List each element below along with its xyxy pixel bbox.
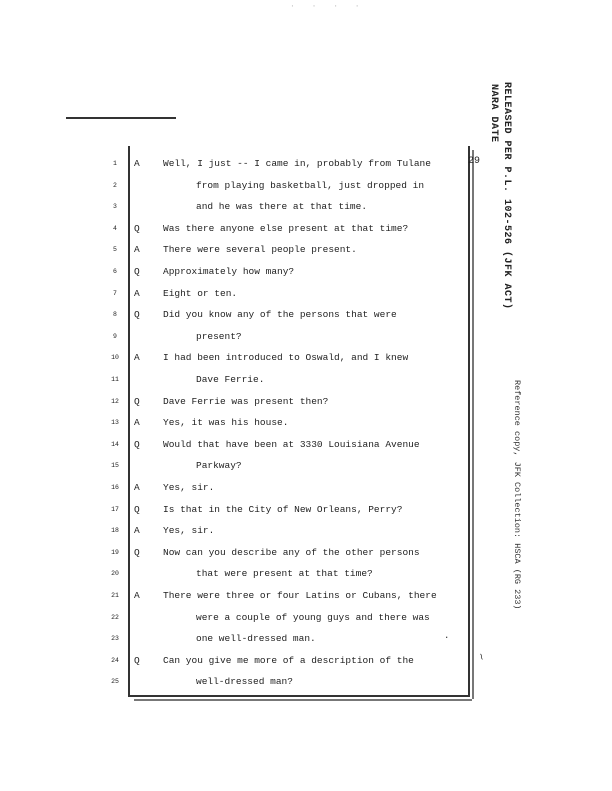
line-text: Yes, it was his house. [163,417,289,428]
line-number: 4 [113,225,117,232]
reference-note: Reference copy, JFK Collection: HSCA (RG 233) [512,380,522,610]
line-number: 1 [113,160,117,167]
stray-mark: · [444,633,450,643]
speaker-label: Q [134,439,140,450]
line-text: Did you know any of the persons that were [163,309,397,320]
line-text: Eight or ten. [163,288,238,299]
line-text: Dave Ferrie was present then? [163,396,329,407]
speaker-label: A [134,590,140,601]
frame-shadow-bottom [134,699,472,701]
speaker-label: A [134,525,140,536]
transcript-line [0,309,612,325]
scan-specks: · · · · [290,2,366,11]
transcript-line [0,266,612,282]
line-text: Yes, sir. [163,525,215,536]
line-number: 19 [111,549,119,556]
transcript-line [0,655,612,671]
release-stamp-line2: NARA DATE [488,84,499,143]
line-number: 5 [113,246,117,253]
line-number: 14 [111,441,119,448]
line-text: Well, I just -- I came in, probably from Tulane [163,158,431,169]
line-number: 21 [111,592,119,599]
speaker-label: A [134,417,140,428]
top-rule [66,117,176,119]
line-number: 23 [111,635,119,642]
speaker-label: Q [134,266,140,277]
speaker-label: A [134,244,140,255]
transcript-line [0,331,612,347]
line-number: 8 [113,311,117,318]
line-text: well-dressed man? [196,676,293,687]
transcript-line [0,676,612,692]
line-text: I had been introduced to Oswald, and I knew [163,352,409,363]
transcript-line [0,612,612,628]
transcript-line [0,633,612,649]
release-stamp-line1: RELEASED PER P.L. 102-526 (JFK ACT) [501,82,512,310]
line-text: There were several people present. [163,244,357,255]
line-text: that were present at that time? [196,568,373,579]
line-text: Would that have been at 3330 Louisiana Avenue [163,439,420,450]
transcript-line [0,244,612,260]
line-number: 11 [111,376,119,383]
line-text: There were three or four Latins or Cubans, there [163,590,437,601]
line-text: Now can you describe any of the other persons [163,547,420,558]
line-text: Is that in the City of New Orleans, Perry? [163,504,403,515]
line-text: Dave Ferrie. [196,374,265,385]
transcript-line [0,158,612,174]
line-number: 16 [111,484,119,491]
line-number: 7 [113,290,117,297]
transcript-line [0,352,612,368]
line-text: Parkway? [196,460,242,471]
page-number: 29 [468,156,481,167]
line-number: 10 [111,354,119,361]
line-text: from playing basketball, just dropped in [196,180,425,191]
handwritten-mark: ~ [472,651,489,663]
line-number: 22 [111,614,119,621]
line-number: 2 [113,182,117,189]
speaker-label: Q [134,547,140,558]
speaker-label: A [134,288,140,299]
transcript-line [0,180,612,196]
line-number: 6 [113,268,117,275]
line-number: 3 [113,203,117,210]
speaker-label: Q [134,309,140,320]
line-number: 17 [111,506,119,513]
line-text: Can you give me more of a description of the [163,655,414,666]
line-number: 20 [111,570,119,577]
speaker-label: Q [134,504,140,515]
speaker-label: Q [134,223,140,234]
line-number: 25 [111,678,119,685]
speaker-label: A [134,352,140,363]
speaker-label: A [134,158,140,169]
line-number: 15 [111,462,119,469]
line-number: 9 [113,333,117,340]
transcript-line [0,201,612,217]
transcript-line [0,288,612,304]
line-number: 24 [111,657,119,664]
line-text: one well-dressed man. [196,633,316,644]
line-text: Was there anyone else present at that time? [163,223,409,234]
line-text: and he was there at that time. [196,201,368,212]
speaker-label: Q [134,655,140,666]
line-text: present? [196,331,242,342]
line-number: 12 [111,398,119,405]
line-number: 18 [111,527,119,534]
line-number: 13 [111,419,119,426]
line-text: Approximately how many? [163,266,295,277]
line-text: were a couple of young guys and there was [196,612,430,623]
speaker-label: A [134,482,140,493]
line-text: Yes, sir. [163,482,215,493]
speaker-label: Q [134,396,140,407]
transcript-line [0,223,612,239]
